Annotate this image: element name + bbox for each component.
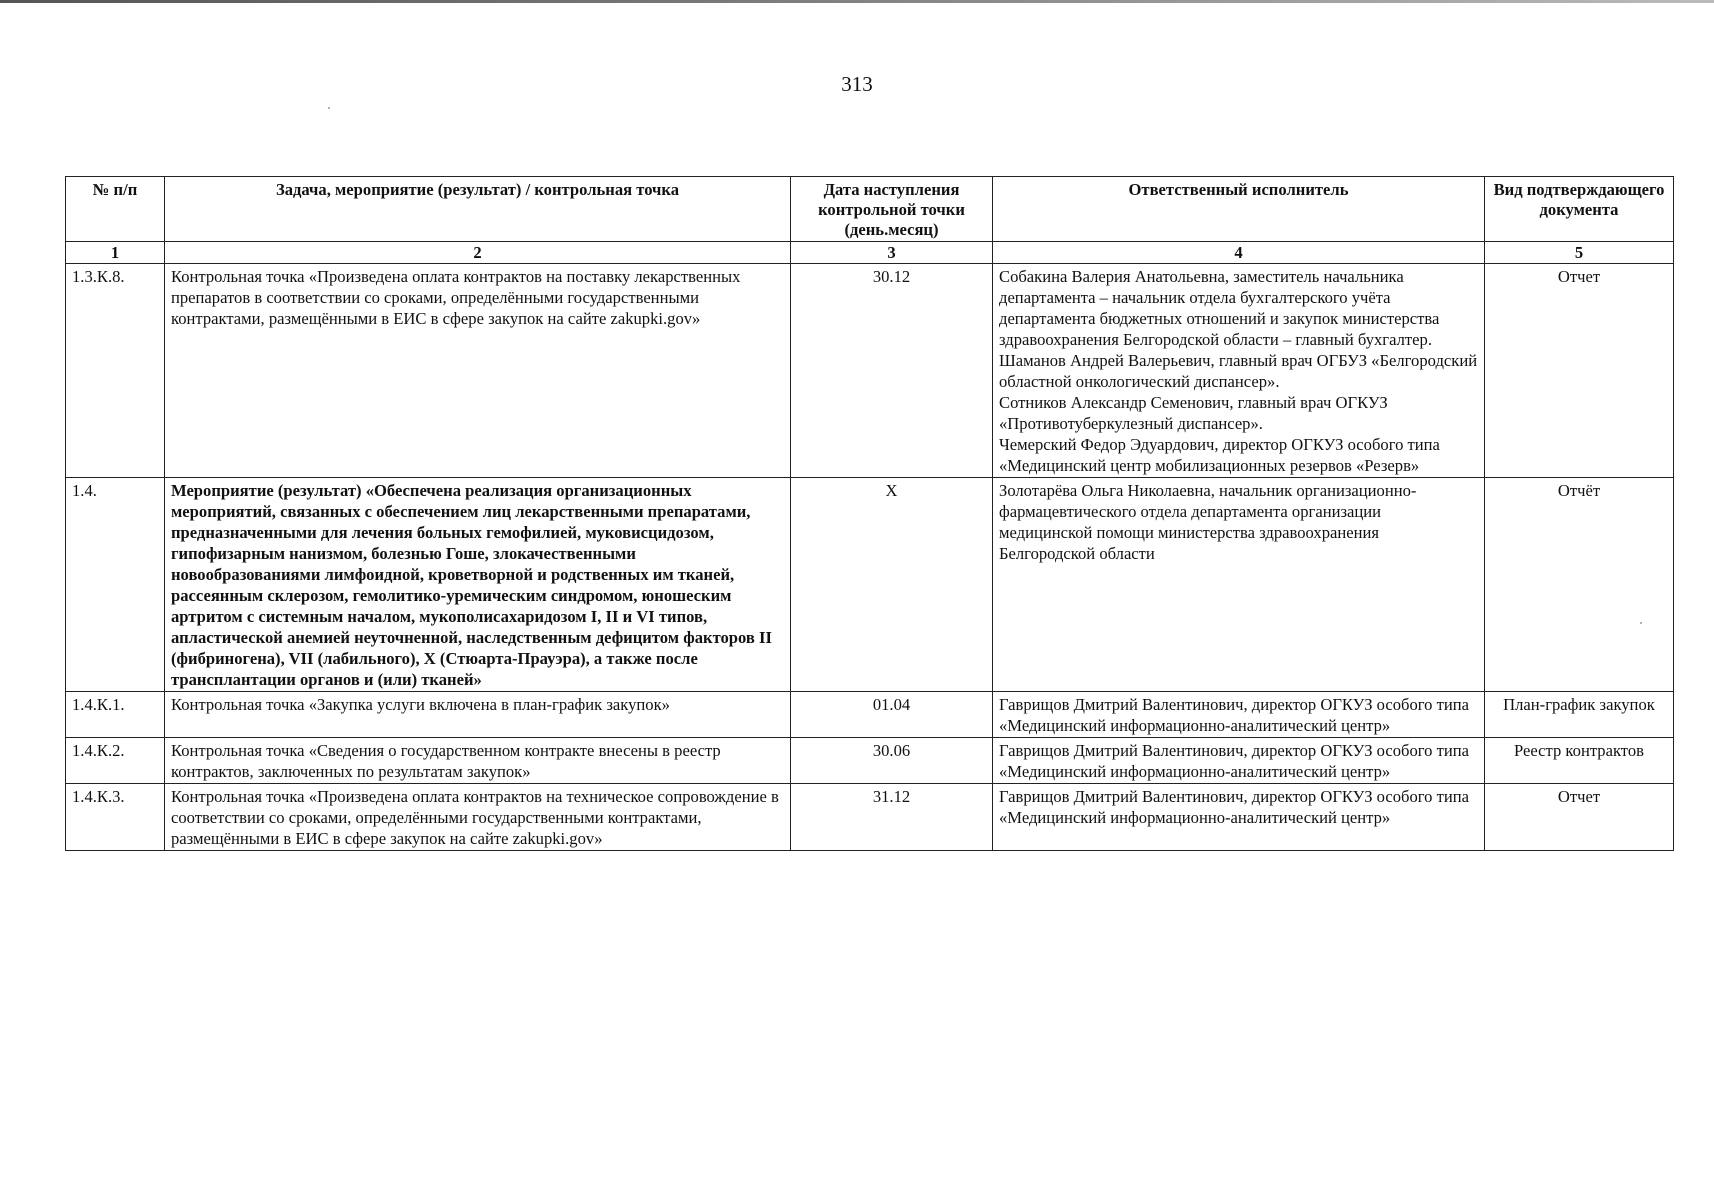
- column-number: 2: [165, 242, 791, 264]
- page-number: 313: [841, 72, 873, 96]
- row-date: 30.06: [791, 738, 993, 784]
- header-doc: Вид подтверждающего документа: [1485, 177, 1674, 242]
- row-number: 1.4.К.1.: [66, 692, 165, 738]
- row-document: Отчет: [1485, 264, 1674, 478]
- responsible-entry: Золотарёва Ольга Николаевна, начальник организационно-фармацевтического отдела департамента организации медицинской помощи министерства здравоохранения Белгородской области: [999, 481, 1417, 563]
- responsible-entry: Гаврищов Дмитрий Валентинович, директор ОГКУЗ особого типа «Медицинский информационно-аналитический центр»: [999, 741, 1469, 781]
- column-number-row: [66, 242, 1674, 264]
- row-task: Контрольная точка «Закупка услуги включена в план-график закупок»: [165, 692, 791, 738]
- row-responsible: [993, 738, 1485, 784]
- row-document: Отчет: [1485, 784, 1674, 851]
- responsible-entry: Сотников Александр Семенович, главный врач ОГКУЗ «Противотуберкулезный диспансер».: [999, 393, 1388, 433]
- responsible-entry: Собакина Валерия Анатольевна, заместитель начальника департамента – начальник отдела бухгалтерского учёта департамента бюджетных отношений и закупок министерства здравоохранения Белгородской области – главный бухгалтер.: [999, 267, 1440, 349]
- responsible-entry: Гаврищов Дмитрий Валентинович, директор ОГКУЗ особого типа «Медицинский информационно-аналитический центр»: [999, 695, 1469, 735]
- row-number: 1.4.: [66, 478, 165, 692]
- responsible-entry: Чемерский Федор Эдуардович, директор ОГКУЗ особого типа «Медицинский центр мобилизационных резервов «Резерв»: [999, 435, 1440, 475]
- row-number: 1.3.К.8.: [66, 264, 165, 478]
- table-row: [66, 784, 1674, 851]
- header-date: Дата наступления контрольной точки (день.месяц): [791, 177, 993, 242]
- responsible-entry: Шаманов Андрей Валерьевич, главный врач ОГБУЗ «Белгородский областной онкологический диспансер».: [999, 351, 1478, 391]
- row-responsible: [993, 692, 1485, 738]
- row-date: 30.12: [791, 264, 993, 478]
- column-number: 3: [791, 242, 993, 264]
- row-date: 31.12: [791, 784, 993, 851]
- row-number: 1.4.К.3.: [66, 784, 165, 851]
- row-document: План-график закупок: [1485, 692, 1674, 738]
- row-responsible: [993, 478, 1485, 692]
- scan-speck: [328, 107, 330, 109]
- table-row: [66, 264, 1674, 478]
- table-row: [66, 692, 1674, 738]
- row-responsible: [993, 264, 1485, 478]
- header-row: [66, 177, 1674, 242]
- table-row: [66, 738, 1674, 784]
- header-num: № п/п: [66, 177, 165, 242]
- row-responsible: [993, 784, 1485, 851]
- row-number: 1.4.К.2.: [66, 738, 165, 784]
- column-number: 4: [993, 242, 1485, 264]
- row-date: Х: [791, 478, 993, 692]
- row-date: 01.04: [791, 692, 993, 738]
- row-document: Реестр контрактов: [1485, 738, 1674, 784]
- scan-speck: [1640, 622, 1642, 624]
- column-number: 1: [66, 242, 165, 264]
- row-task: Контрольная точка «Произведена оплата контрактов на техническое сопровождение в соответствии со сроками, определёнными государственными контрактами, размещёнными в ЕИС в сфере закупок на сайте zakupki.gov»: [165, 784, 791, 851]
- header-task: Задача, мероприятие (результат) / контрольная точка: [165, 177, 791, 242]
- row-task: Контрольная точка «Произведена оплата контрактов на поставку лекарственных препаратов в соответствии со сроками, определёнными государственными контрактами, размещёнными в ЕИС в сфере закупок на сайте zakupki.gov»: [165, 264, 791, 478]
- row-task: Мероприятие (результат) «Обеспечена реализация организационных мероприятий, связанных с обеспечением лиц лекарственными препаратами, предназначенными для лечения больных гемофилией, муковисцидозом, гипофизарным нанизмом, болезнью Гоше, злокачественными новообразованиями лимфоидной, кроветворной и родственных им тканей, рассеянным склерозом, гемолитико-уремическим синдромом, юношеским артритом с системным началом, мукополисахаридозом I, II и VI типов, апластической анемией неуточненной, наследственным дефицитом факторов II (фибриногена), VII (лабильного), X (Стюарта-Прауэра), а также после трансплантации органов и (или) тканей»: [165, 478, 791, 692]
- row-task: Контрольная точка «Сведения о государственном контракте внесены в реестр контрактов, заключенных по результатам закупок»: [165, 738, 791, 784]
- control-points-table: [65, 176, 1674, 851]
- row-document: Отчёт: [1485, 478, 1674, 692]
- scan-edge: [0, 0, 1714, 3]
- header-responsible: Ответственный исполнитель: [993, 177, 1485, 242]
- table-row: [66, 478, 1674, 692]
- column-number: 5: [1485, 242, 1674, 264]
- responsible-entry: Гаврищов Дмитрий Валентинович, директор ОГКУЗ особого типа «Медицинский информационно-аналитический центр»: [999, 787, 1469, 827]
